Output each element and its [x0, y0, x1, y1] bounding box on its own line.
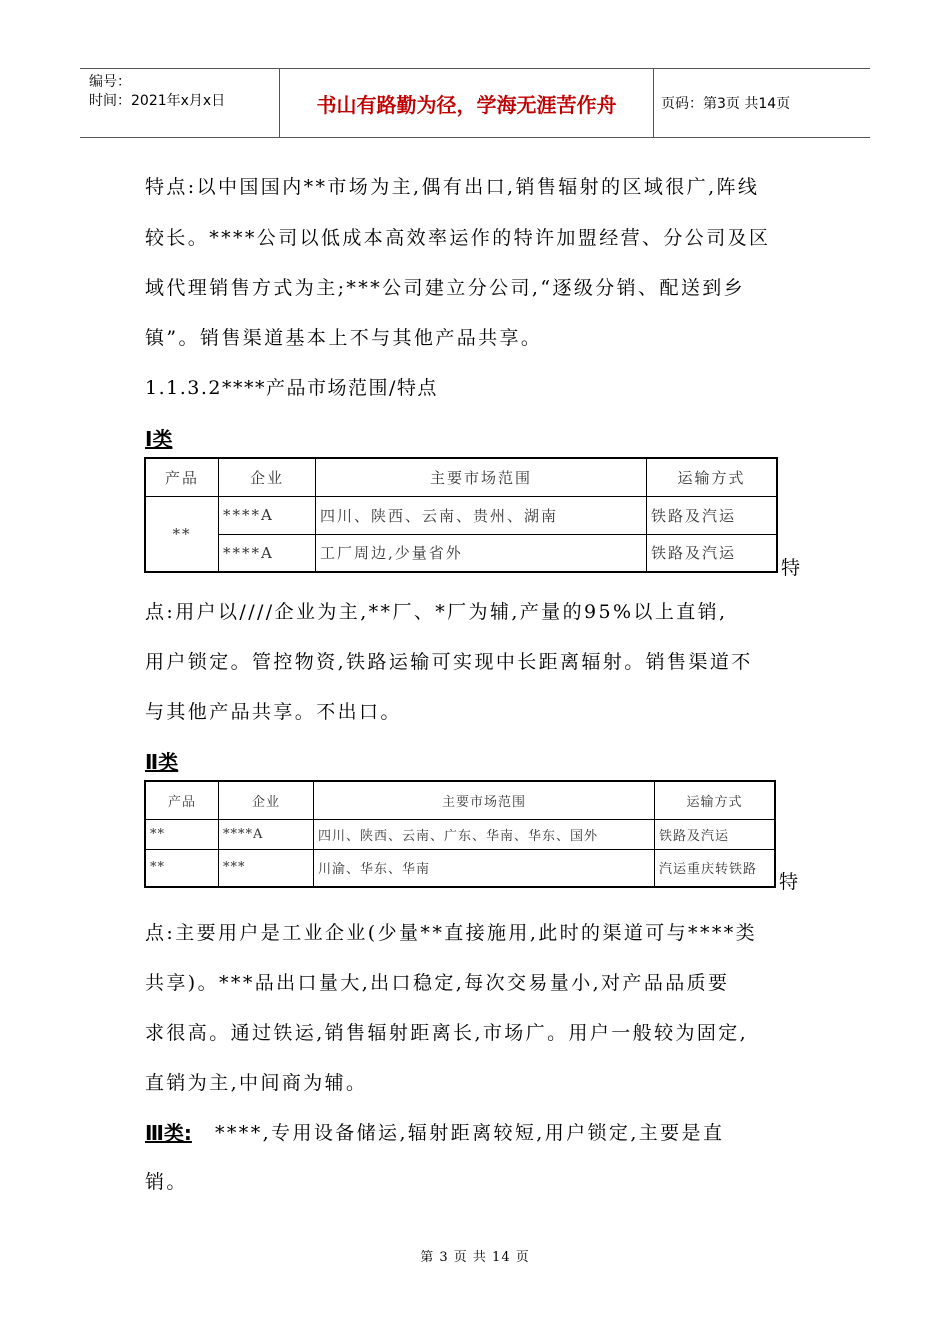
document-number-label: 编号：: [89, 74, 131, 90]
table-row: [145, 819, 775, 849]
table-header-cell: 运输方式: [647, 458, 778, 496]
company-cell: ****A: [219, 496, 316, 534]
transport-cell: 铁路及汽运: [655, 819, 776, 849]
market-cell: 工厂周边,少量省外: [316, 534, 647, 572]
company-cell: ***: [219, 849, 314, 887]
product-cell: **: [145, 496, 219, 572]
page-header: [80, 68, 870, 138]
header-motto: 书山有路勤为径，学海无涯苦作舟: [280, 69, 654, 137]
class1-table: [144, 457, 778, 573]
paragraph-line: 销。: [145, 1171, 188, 1193]
paragraph-line: 与其他产品共享。不出口。: [145, 701, 402, 723]
market-cell: 川渝、华东、华南: [314, 849, 655, 887]
paragraph-line: 特: [779, 871, 801, 893]
class2-table: [144, 780, 776, 888]
product-cell: **: [145, 819, 219, 849]
paragraph-line: ****,专用设备储运,辐射距离较短,用户锁定,主要是直: [215, 1122, 725, 1144]
transport-cell: 铁路及汽运: [647, 496, 778, 534]
section-title: 1.1.3.2****产品市场范围/特点: [145, 377, 438, 399]
table-header-cell: 企业: [219, 781, 314, 819]
table-header-cell: 运输方式: [655, 781, 776, 819]
paragraph-line: 共享)。***品出口量大,出口稳定,每次交易量小,对产品品质要: [145, 972, 730, 994]
class1-heading: Ⅰ类: [145, 427, 173, 451]
paragraph-line: 特: [781, 557, 803, 579]
page-footer: 第 3 页 共 14 页: [420, 1250, 530, 1265]
paragraph-line: 点:用户以////企业为主,**厂、*厂为辅,产量的95%以上直销,: [145, 601, 728, 623]
paragraph-line: 较长。****公司以低成本高效率运作的特许加盟经营、分公司及区: [145, 227, 771, 249]
class3-heading: Ⅲ类:: [145, 1121, 192, 1145]
paragraph-line: 求很高。通过铁运,销售辐射距离长,市场广。用户一般较为固定,: [145, 1022, 749, 1044]
class2-heading: Ⅱ类: [145, 750, 179, 774]
table-row: [145, 849, 775, 887]
paragraph-line: 域代理销售方式为主;***公司建立分公司,“逐级分销、配送到乡: [145, 277, 746, 299]
table-header-cell: 产品: [145, 781, 219, 819]
paragraph-line: 特点:以中国国内**市场为主,偶有出口,销售辐射的区域很广,阵线: [145, 176, 760, 198]
table-header-cell: 主要市场范围: [316, 458, 647, 496]
product-cell: **: [145, 849, 219, 887]
document-date: 时间：2021年x月x日: [89, 93, 226, 109]
transport-cell: 汽运重庆转铁路: [655, 849, 776, 887]
header-page-number: 页码：第3页 共14页: [661, 96, 791, 112]
market-cell: 四川、陕西、云南、广东、华南、华东、国外: [314, 819, 655, 849]
header-meta: [80, 69, 280, 137]
table-row: [145, 496, 777, 534]
paragraph-line: 用户锁定。管控物资,铁路运输可实现中长距离辐射。销售渠道不: [145, 651, 753, 673]
table-header-cell: 企业: [219, 458, 316, 496]
company-cell: ****A: [219, 534, 316, 572]
paragraph-line: 镇”。销售渠道基本上不与其他产品共享。: [145, 327, 543, 349]
paragraph-line: 直销为主,中间商为辅。: [145, 1072, 368, 1094]
company-cell: ****A: [219, 819, 314, 849]
market-cell: 四川、陕西、云南、贵州、湖南: [316, 496, 647, 534]
transport-cell: 铁路及汽运: [647, 534, 778, 572]
paragraph-line: 点:主要用户是工业企业(少量**直接施用,此时的渠道可与****类: [145, 922, 758, 944]
table-header-cell: 主要市场范围: [314, 781, 655, 819]
table-row: [145, 534, 777, 572]
table-header-cell: 产品: [145, 458, 219, 496]
